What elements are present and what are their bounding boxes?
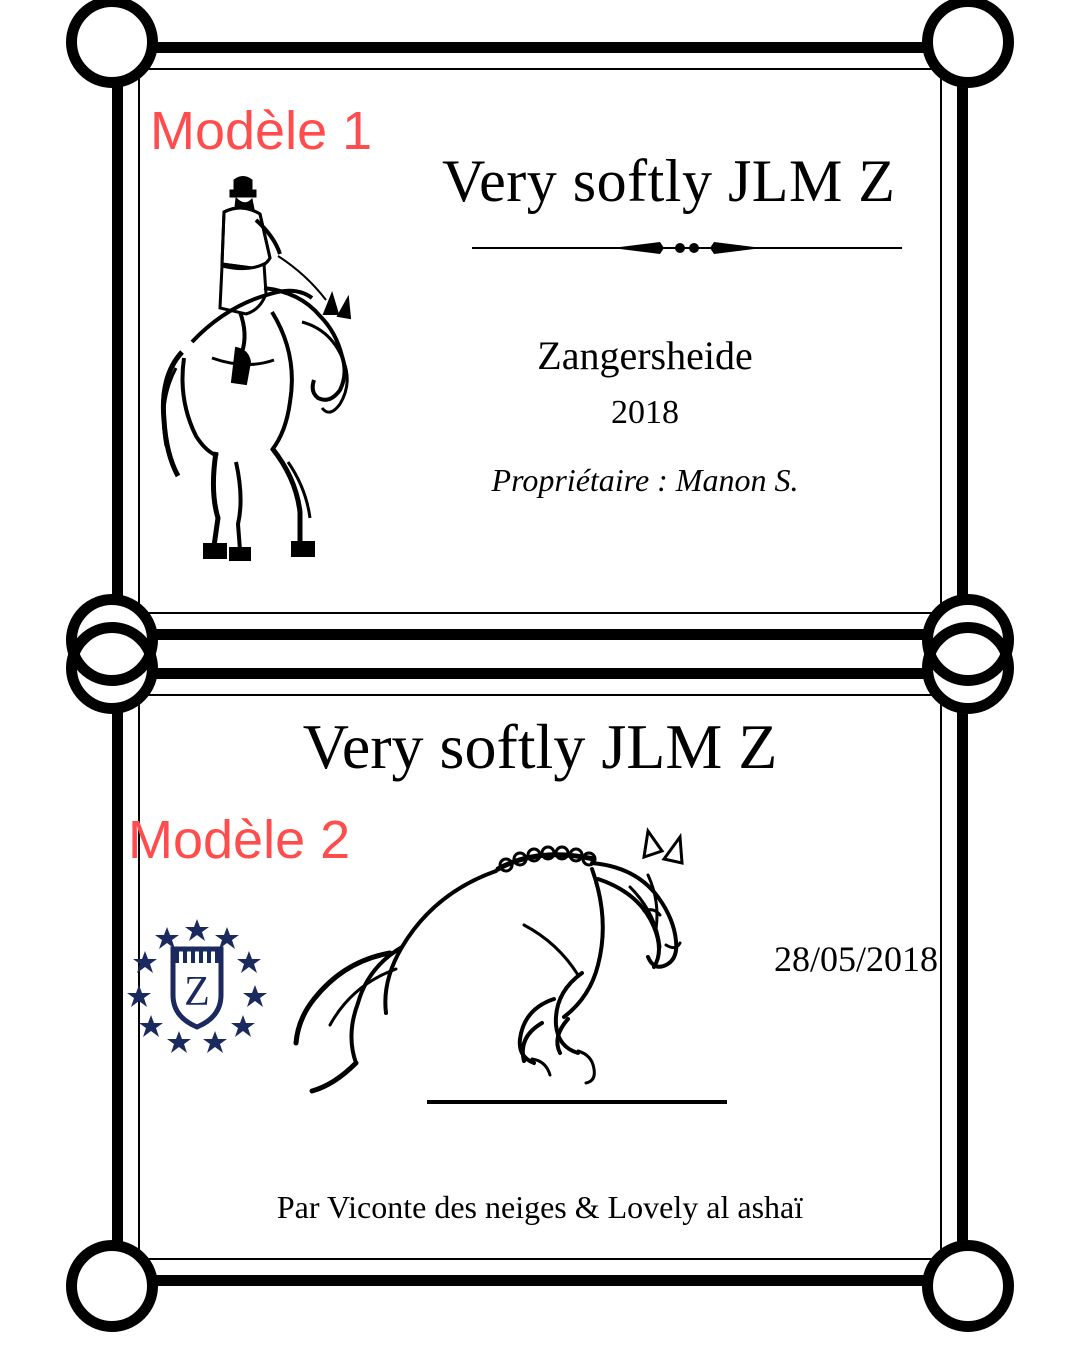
year-text: 2018 — [611, 394, 679, 431]
horse-name-title-1: Very softly JLM Z — [442, 148, 896, 214]
breed-text: Zangersheide — [537, 333, 753, 378]
owner-text: Propriétaire : Manon S. — [491, 462, 799, 498]
decorative-underline — [427, 1100, 727, 1104]
plaque-card-model-1 — [112, 42, 968, 640]
zangersheide-z-logo-icon — [127, 913, 267, 1053]
jumping-horse-icon — [292, 813, 762, 1133]
svg-text:Z: Z — [184, 969, 210, 1015]
divider-lozenge-icon — [612, 241, 762, 255]
birth-date-text: 28/05/2018 — [773, 939, 938, 979]
ornamental-divider — [472, 238, 902, 258]
model-1-annotation: Modèle 1 — [150, 101, 373, 161]
plaque-card-model-2 — [112, 668, 968, 1286]
pedigree-text: Par Viconte des neiges & Lovely al ashaï — [276, 1189, 804, 1225]
model-2-annotation: Modèle 2 — [128, 810, 351, 870]
horse-name-title-2: Very softly JLM Z — [302, 711, 778, 782]
